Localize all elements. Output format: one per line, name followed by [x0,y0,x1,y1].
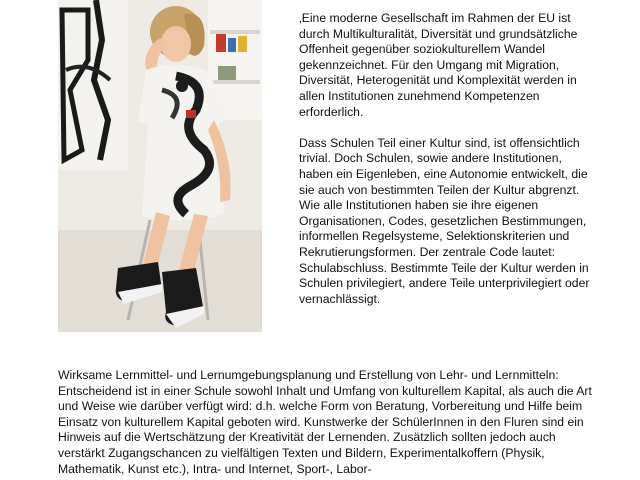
paragraph-learning-materials: Wirksame Lernmittel- und Lernumgebungsplanung und Erstellung von Lehr- und Lernmitteln: Entscheidend ist in einer Schule sowohl Inhalt und Umfang von kulturellem Kapital, als auch die Art und Weise wie darüber verfügt wird: d.h. welche Form von Beratung, Vorbereitung und Hilfe beim Einsatz von kulturellem Kapital geboten wird. Kunstwerke der SchülerInnen in den Fluren sind ein Hinweis auf die Wertschätzung der Kreativität der Lernenden. Zusätzlich sollten jedoch auch verstärkt Zugangschancen zu vielfältigen Texten und Bildern, Experimentalkoffern (Physik, Mathematik, Kunst etc.), Intra- und Internet, Sport-, Labor- [58,368,592,476]
right-text-column [299,11,599,323]
paragraph-intro: ‚Eine moderne Gesellschaft im Rahmen der EU ist durch Multikulturalität, Diversität und grundsätzliche Offenheit gegenüber soziokulturellem Wandel gekennzeichnet. Für den Umgang mit Migration, Diversität, Heterogenität und Komplexität werden in allen Institutionen zunehmend Kompetenzen erforderlich. [299,11,578,119]
paragraph-schools: Dass Schulen Teil einer Kultur sind, ist offensichtlich trivial. Doch Schulen, sowie andere Institutionen, haben ein Eigenleben, eine Autonomie entwickelt, die sie auch von bestimmten Teilen der Kultur abgrenzt. Wie alle Institutionen haben sie ihre eigenen Organisationen, Codes, gesetzlichen Bestimmungen, informellen Regelsysteme, Selektionskriterien und Rekrutierungsformen. Der zentrale Code lautet: Schulabschluss. Bestimmte Teile der Kultur werden in Schulen privilegiert, andere Teile unterprivilegiert oder vernachlässigt. [299,135,590,306]
photo-illustration [58,0,262,332]
photo-girl-dragon-dress [58,0,262,332]
